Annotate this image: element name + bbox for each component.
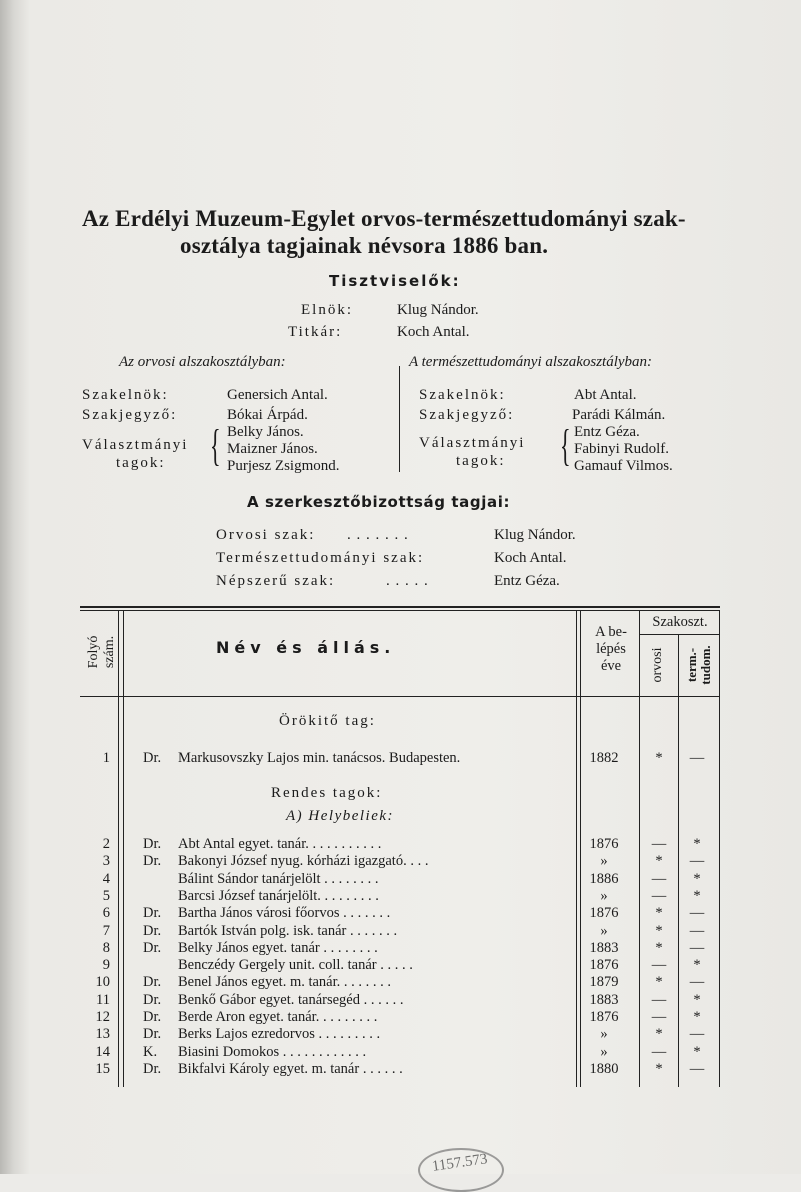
row-num: 9 xyxy=(102,957,110,974)
science-heading: A természettudományi alszakosztályban: xyxy=(409,354,653,370)
row-num: 4 xyxy=(102,870,110,887)
row-num: 1 xyxy=(102,750,110,766)
row-term-mark: — xyxy=(689,974,705,991)
row-prefix: K. xyxy=(143,1043,158,1060)
editorial-row-2-label: Természettudományi szak: xyxy=(216,550,425,566)
stamp-text: 1157.573 xyxy=(431,1151,489,1175)
row-term-mark: * xyxy=(693,1043,701,1060)
row-orvosi-mark: * xyxy=(655,905,663,922)
row-prefix: Dr. xyxy=(143,1060,162,1077)
row-name: Berks Lajos ezredorvos . . . . . . . . . xyxy=(178,1026,381,1043)
row-term-mark: * xyxy=(693,1009,701,1025)
header-section: Szakoszt. xyxy=(652,614,708,630)
row-term-mark: — xyxy=(689,939,705,956)
row-num: 5 xyxy=(102,887,110,904)
row-year: 1886 xyxy=(589,870,619,887)
row-name: Abt Antal egyet. tanár. . . . . . . . . . . xyxy=(178,836,382,852)
row-prefix: Dr. xyxy=(143,922,162,939)
row-year: » xyxy=(600,922,608,939)
row-orvosi-mark: * xyxy=(655,750,663,766)
row-year: » xyxy=(600,1043,608,1060)
row-prefix: Dr. xyxy=(143,1026,162,1043)
row-orvosi-mark: — xyxy=(651,887,667,904)
row-orvosi-mark: * xyxy=(655,922,663,939)
science-notary: Parádi Kálmán. xyxy=(572,407,666,423)
row-prefix: Dr. xyxy=(143,1009,162,1025)
science-brace-icon: { xyxy=(560,421,571,470)
row-name: Berde Aron egyet. tanár. . . . . . . . . xyxy=(178,1009,378,1025)
medical-member-1: Belky János. xyxy=(227,424,304,440)
row-name: Markusovszky Lajos min. tanácsos. Budapesten. xyxy=(178,750,461,766)
science-member-1: Entz Géza. xyxy=(574,424,640,440)
row-year: 1883 xyxy=(589,991,619,1008)
medical-member-2: Maizner János. xyxy=(227,441,318,457)
row-year: 1880 xyxy=(589,1060,619,1077)
row-term-mark: — xyxy=(689,750,705,766)
table-row xyxy=(0,853,801,870)
row-prefix: Dr. xyxy=(143,836,162,852)
row-num: 11 xyxy=(96,991,110,1008)
row-year: » xyxy=(600,853,608,870)
row-year: 1879 xyxy=(589,974,619,991)
officers-heading: Tisztviselők: xyxy=(329,272,461,290)
medical-chair: Genersich Antal. xyxy=(227,387,328,403)
editorial-row-1-label: Orvosi szak: xyxy=(216,527,316,543)
table-row xyxy=(0,957,801,974)
row-name: Biasini Domokos . . . . . . . . . . . . xyxy=(178,1043,367,1060)
medical-chair-label: Szakelnök: xyxy=(82,387,169,403)
row-orvosi-mark: — xyxy=(651,836,667,852)
row-year: 1876 xyxy=(589,836,619,852)
row-orvosi-mark: * xyxy=(655,853,663,870)
row-num: 15 xyxy=(95,1060,110,1077)
row-name: Bartók István polg. isk. tanár . . . . . . . xyxy=(178,922,398,939)
editorial-heading: A szerkesztőbizottság tagjai: xyxy=(247,493,511,511)
header-num-line-2: szám. xyxy=(102,635,117,669)
row-orvosi-mark: * xyxy=(655,974,663,991)
row-num: 7 xyxy=(102,922,110,939)
row-num: 14 xyxy=(95,1043,110,1060)
editorial-row-2-name: Koch Antal. xyxy=(494,550,567,566)
row-orvosi-mark: — xyxy=(651,870,667,887)
header-year-line-1: A be- xyxy=(595,624,627,640)
editorial-row-3-name: Entz Géza. xyxy=(494,573,560,589)
row-term-mark: * xyxy=(693,836,701,852)
table-row xyxy=(0,974,801,991)
header-term-line-1: term.- xyxy=(684,647,699,683)
row-orvosi-mark: * xyxy=(655,1060,663,1077)
science-committee-label-2: tagok: xyxy=(456,453,506,469)
row-orvosi-mark: * xyxy=(655,939,663,956)
row-term-mark: — xyxy=(689,1060,705,1077)
section-regular: Rendes tagok: xyxy=(271,785,383,801)
row-name: Belky János egyet. tanár . . . . . . . . xyxy=(178,939,378,956)
table-row xyxy=(0,871,801,888)
row-orvosi-mark: — xyxy=(651,957,667,974)
table-row xyxy=(0,1044,801,1061)
title-line-1: Az Erdélyi Muzeum-Egylet orvos-természettudományi szak- xyxy=(82,206,686,231)
row-term-mark: — xyxy=(689,905,705,922)
editorial-row-3-label: Népszerű szak: xyxy=(216,573,336,589)
row-name: Barcsi József tanárjelölt. . . . . . . . . xyxy=(178,887,379,904)
header-year-line-3: éve xyxy=(600,658,622,674)
row-prefix: Dr. xyxy=(143,750,162,766)
science-chair-label: Szakelnök: xyxy=(419,387,506,403)
row-num: 10 xyxy=(95,974,110,991)
row-term-mark: * xyxy=(693,887,701,904)
header-year-line-2: lépés xyxy=(596,641,626,657)
president-name: Klug Nándor. xyxy=(397,302,479,318)
row-name: Bakonyi József nyug. kórházi igazgató. . . . xyxy=(178,853,429,870)
medical-notary: Bókai Árpád. xyxy=(227,407,308,423)
president-label: Elnök: xyxy=(301,302,353,318)
row-prefix: Dr. xyxy=(143,991,162,1008)
row-orvosi-mark: — xyxy=(651,991,667,1008)
header-orvosi: orvosi xyxy=(650,647,665,683)
secretary-label: Titkár: xyxy=(288,324,343,340)
row-num: 6 xyxy=(102,905,110,922)
medical-member-3: Purjesz Zsigmond. xyxy=(227,458,340,474)
row-term-mark: — xyxy=(689,853,705,870)
row-term-mark: * xyxy=(693,870,701,887)
table-row xyxy=(0,1009,801,1026)
row-year: 1876 xyxy=(589,1009,619,1025)
row-name: Bikfalvi Károly egyet. m. tanár . . . . . . xyxy=(178,1060,403,1077)
table-row xyxy=(0,1061,801,1078)
row-name: Bartha János városi főorvos . . . . . . . xyxy=(178,905,391,922)
row-orvosi-mark: * xyxy=(655,1026,663,1043)
science-member-3: Gamauf Vilmos. xyxy=(574,458,673,474)
table-row xyxy=(0,923,801,940)
row-num: 12 xyxy=(95,1009,110,1025)
science-member-2: Fabinyi Rudolf. xyxy=(574,441,670,457)
row-num: 3 xyxy=(102,853,110,870)
row-year: 1876 xyxy=(589,957,619,974)
table-row xyxy=(0,750,801,767)
row-term-mark: — xyxy=(689,922,705,939)
table-row xyxy=(0,836,801,853)
row-name: Benkő Gábor egyet. tanársegéd . . . . . . xyxy=(178,991,404,1008)
medical-notary-label: Szakjegyző: xyxy=(82,407,178,423)
row-term-mark: — xyxy=(689,1026,705,1043)
title-line-2: osztálya tagjainak névsora 1886 ban. xyxy=(180,233,549,258)
table-top-rule xyxy=(80,606,720,608)
table-row xyxy=(0,940,801,957)
row-orvosi-mark: — xyxy=(651,1009,667,1025)
table-header-rule xyxy=(80,696,720,697)
row-term-mark: * xyxy=(693,957,701,974)
row-prefix: Dr. xyxy=(143,853,162,870)
medical-committee-label-1: Választmányi xyxy=(82,437,189,453)
row-name: Benczédy Gergely unit. coll. tanár . . . . . xyxy=(178,957,413,974)
row-num: 2 xyxy=(102,836,110,852)
table-row xyxy=(0,1026,801,1043)
secretary-name: Koch Antal. xyxy=(397,324,470,340)
editorial-row-1-dots: . . . . . . . xyxy=(347,527,409,543)
science-notary-label: Szakjegyző: xyxy=(419,407,515,423)
row-year: » xyxy=(600,1026,608,1043)
science-chair: Abt Antal. xyxy=(574,387,637,403)
table-top-rule-thin xyxy=(80,610,720,611)
table-row xyxy=(0,905,801,922)
header-num-line-1: Folyó xyxy=(86,635,101,669)
row-orvosi-mark: — xyxy=(651,1043,667,1060)
row-name: Bálint Sándor tanárjelölt . . . . . . . . xyxy=(178,870,379,887)
row-num: 13 xyxy=(95,1026,110,1043)
header-name: Név és állás. xyxy=(216,638,396,657)
editorial-row-1-name: Klug Nándor. xyxy=(494,527,576,543)
section-honorary: Örökitő tag: xyxy=(279,713,376,729)
row-prefix: Dr. xyxy=(143,905,162,922)
table-row xyxy=(0,992,801,1009)
row-name: Benel János egyet. m. tanár. . . . . . . . xyxy=(178,974,392,991)
row-year: » xyxy=(600,887,608,904)
row-num: 8 xyxy=(102,939,110,956)
medical-committee-label-2: tagok: xyxy=(116,455,166,471)
row-term-mark: * xyxy=(693,991,701,1008)
table-row xyxy=(0,888,801,905)
row-prefix: Dr. xyxy=(143,974,162,991)
science-committee-label-1: Választmányi xyxy=(419,435,526,451)
row-year: 1876 xyxy=(589,905,619,922)
row-year: 1882 xyxy=(589,750,619,766)
medical-brace-icon: { xyxy=(210,421,221,470)
section-local: A) Helybeliek: xyxy=(286,808,395,824)
medical-heading: Az orvosi alszakosztályban: xyxy=(119,354,286,370)
header-term-line-2: tudom. xyxy=(698,645,713,685)
row-prefix: Dr. xyxy=(143,939,162,956)
subsection-divider xyxy=(399,366,400,472)
editorial-row-3-dots: . . . . . xyxy=(386,573,429,589)
row-year: 1883 xyxy=(589,939,619,956)
